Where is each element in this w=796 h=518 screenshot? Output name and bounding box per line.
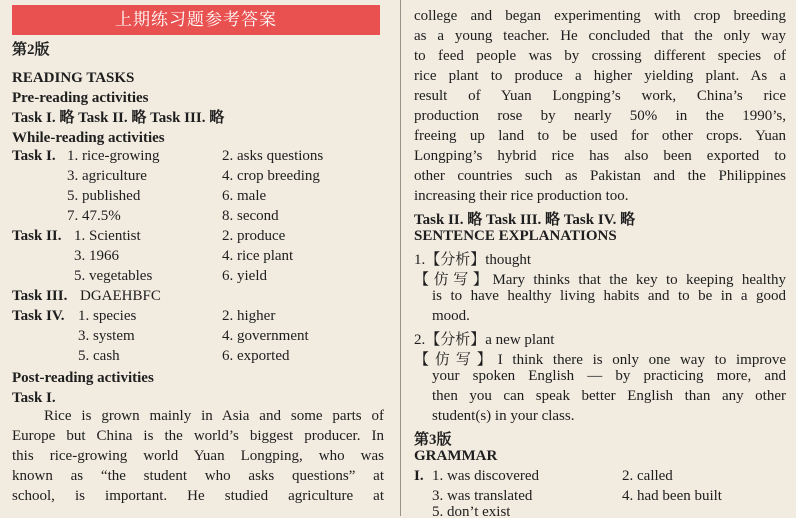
pre-reading-tasks: Task I. 略 Task II. 略 Task III. 略 <box>12 110 225 126</box>
explanation-2-line: then you can speak better English than any other <box>432 388 786 404</box>
task1-answer: 1. rice-growing <box>67 148 160 164</box>
paragraph-line: other countries such as Pakistan and the Philippines <box>414 168 786 184</box>
explanation-1-line: mood. <box>432 308 470 324</box>
right-column <box>404 0 792 516</box>
while-reading-heading: While-reading activities <box>12 130 165 146</box>
task1-answer: 5. published <box>67 188 141 204</box>
paragraph-line: college and began experimenting with crop breeding <box>414 8 786 24</box>
explanation-2-line: student(s) in your class. <box>432 408 575 424</box>
paragraph-line: freeing up land to be used for other crops. Yuan <box>414 128 786 144</box>
paragraph-line: Longping’s hybrid rice has also been exported to <box>414 148 786 164</box>
task2-answer: 4. rice plant <box>222 248 294 264</box>
paragraph-line: Europe but China is the world’s biggest producer. In <box>12 428 384 444</box>
task4-answer: 2. higher <box>222 308 276 324</box>
edition3-label: 第3版 <box>414 432 452 448</box>
task4-answer: 6. exported <box>222 348 290 364</box>
task1-answer: 7. 47.5% <box>67 208 121 224</box>
paragraph-line: Rice is grown mainly in Asia and some parts of <box>44 408 384 424</box>
pre-reading-heading: Pre-reading activities <box>12 90 149 106</box>
edition-label: 第2版 <box>12 42 50 58</box>
task1-answer: 4. crop breeding <box>222 168 320 184</box>
explanation-1-line: is to have healthy living habits and to be in a good <box>432 288 786 304</box>
right-tasks: Task II. 略 Task III. 略 Task IV. 略 <box>414 212 636 228</box>
task1-answer: 3. agriculture <box>67 168 147 184</box>
post-reading-task1: Task I. <box>12 390 56 406</box>
explanation-1-line: 【仿写】Mary thinks that the key to keeping healthy <box>414 272 786 288</box>
explanation-1-heading: 1.【分析】thought <box>414 252 532 268</box>
explanation-2-heading: 2.【分析】a new plant <box>414 332 555 348</box>
task4-answer: 1. species <box>78 308 137 324</box>
left-column <box>0 0 398 516</box>
paragraph-line: rice plant to produce a higher yielding plant. As a <box>414 68 786 84</box>
task2-label: Task II. <box>12 228 62 244</box>
task3-answer: DGAEHBFC <box>80 288 161 304</box>
task4-answer: 5. cash <box>78 348 120 364</box>
task1-answer: 2. asks questions <box>222 148 324 164</box>
task2-answer: 2. produce <box>222 228 286 244</box>
task2-answer: 6. yield <box>222 268 267 284</box>
task3-label: Task III. <box>12 288 68 304</box>
paragraph-line: as a young teacher. He concluded that the only way <box>414 28 786 44</box>
paragraph-line: to feed people was by crossing different species of <box>414 48 786 64</box>
grammar-answer: 3. was translated <box>432 488 533 504</box>
explanation-2-line: your spoken English — by practicing more, and <box>432 368 786 384</box>
paragraph-line: production rose by nearly 50% in the 1990’s, <box>414 108 786 124</box>
task4-label: Task IV. <box>12 308 65 324</box>
reading-tasks-heading: READING TASKS <box>12 70 135 86</box>
task4-answer: 3. system <box>78 328 135 344</box>
column-divider <box>400 0 401 516</box>
paragraph-line: school, is important. He studied agriculture at <box>12 488 384 504</box>
post-reading-heading: Post-reading activities <box>12 370 154 386</box>
task2-answer: 1. Scientist <box>74 228 141 244</box>
paragraph-line: increasing their rice production too. <box>414 188 629 204</box>
page-banner: 上期练习题参考答案 <box>12 5 380 35</box>
grammar-answer: 4. had been built <box>622 488 722 504</box>
task1-answer: 8. second <box>222 208 279 224</box>
grammar-label: I. <box>414 468 424 484</box>
task1-answer: 6. male <box>222 188 267 204</box>
sentence-explanations-heading: SENTENCE EXPLANATIONS <box>414 228 617 244</box>
grammar-answer: 5. don’t exist <box>432 506 511 518</box>
task2-answer: 3. 1966 <box>74 248 119 264</box>
task4-answer: 4. government <box>222 328 309 344</box>
grammar-answer: 1. was discovered <box>432 468 540 484</box>
grammar-heading: GRAMMAR <box>414 448 498 464</box>
paragraph-line: result of Yuan Longping’s work, China’s rice <box>414 88 786 104</box>
explanation-2-line: 【仿写】I think there is only one way to improve <box>414 352 786 368</box>
grammar-answer: 2. called <box>622 468 673 484</box>
paragraph-line: this rice-growing world Yuan Longping, who was <box>12 448 384 464</box>
task1-label: Task I. <box>12 148 56 164</box>
task2-answer: 5. vegetables <box>74 268 153 284</box>
paragraph-line: known as “the student who asks questions” at <box>12 468 384 484</box>
